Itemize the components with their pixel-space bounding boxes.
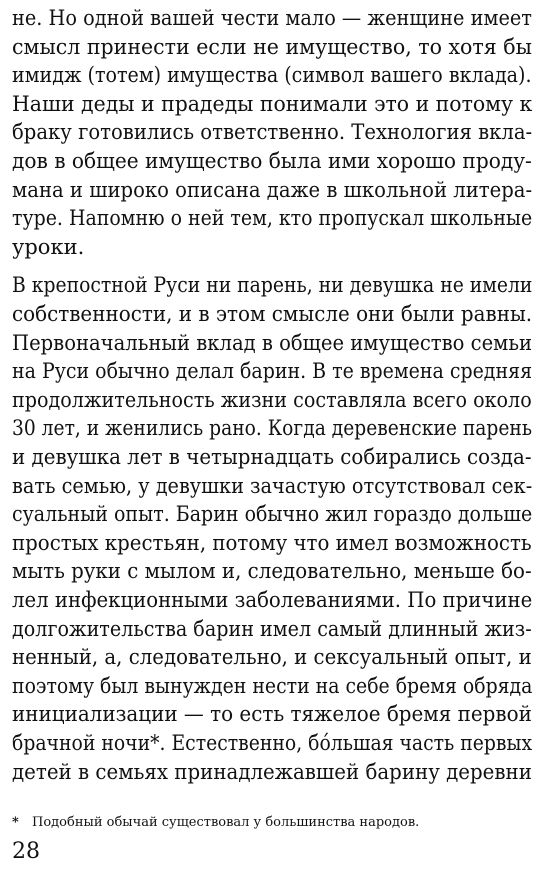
text-line: простых крестьян, потому что имел возможность xyxy=(12,530,532,555)
text-line: собственности, и в этом смысле они были равны. xyxy=(12,302,533,326)
text-line: детей в семьях принадлежавшей барину деревни xyxy=(12,759,532,784)
text-line: и девушка лет в четырнадцать собирались созда- xyxy=(12,445,532,469)
footnote-text: Подобный обычай существовал у большинства народов. xyxy=(32,815,420,830)
text-line: лел инфекционными заболеваниями. По причине xyxy=(12,588,533,612)
text-line: мыть руки с мылом и, следовательно, меньше бо- xyxy=(12,559,532,584)
text-line: дов в общее имущество была ими хорошо проду- xyxy=(12,149,532,173)
text-line: 30 лет, и женились рано. Когда деревенские парень xyxy=(12,416,533,441)
text-line: мана и широко описана даже в школьной литера- xyxy=(12,177,533,202)
footnote-marker: * xyxy=(12,815,19,830)
text-line: долгожительства барин имел самый длинный жиз- xyxy=(12,616,532,641)
text-line: уроки. xyxy=(12,234,85,259)
text-line: поэтому был вынужден нести на себе бремя обряда xyxy=(12,673,533,698)
text-line: имидж (тотем) имущества (символ вашего вклада). xyxy=(12,63,532,88)
text-line: брачной ночи*. Естественно, бóльшая часть первых xyxy=(12,731,533,755)
page-number: 28 xyxy=(12,839,40,864)
text-line: инициализации — то есть тяжелое бремя первой xyxy=(12,702,532,727)
text-line: В крепостной Руси ни парень, ни девушка не имели xyxy=(12,273,533,298)
text-line: Первоначальный вклад в общее имущество семьи xyxy=(12,330,533,355)
text-line: вать семью, у девушки зачастую отсутствовал сек- xyxy=(12,473,533,498)
text-line: туре. Напомню о ней тем, кто пропускал школьные xyxy=(12,206,533,231)
text-line: на Руси обычно делал барин. В те времена средняя xyxy=(12,359,533,384)
text-line: не. Но одной вашей чести мало — женщине имеет xyxy=(12,6,532,30)
footnote xyxy=(12,812,419,834)
text-line: браку готовились ответственно. Технология вкла- xyxy=(12,120,533,145)
text-line: суальный опыт. Барин обычно жил гораздо дольше xyxy=(12,502,533,527)
text-line: продолжительность жизни составляла всего около xyxy=(12,387,532,412)
text-line: Наши деды и прадеды понимали это и потому к xyxy=(12,91,533,116)
text-line: ненный, а, следовательно, и сексуальный опыт, и xyxy=(12,645,532,670)
text-line: смысл принести если не имущество, то хотя бы xyxy=(12,34,532,59)
